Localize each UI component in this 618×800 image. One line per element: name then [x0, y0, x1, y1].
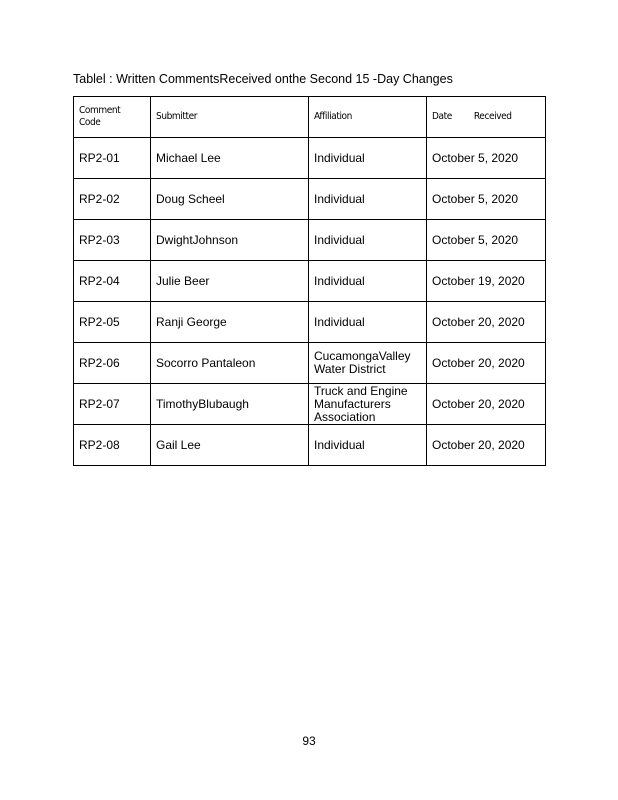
cell-affiliation: [309, 138, 427, 179]
cell-submitter: Michael Lee: [151, 138, 309, 179]
cell-comment-code: RP2-08: [74, 425, 151, 466]
table-row: [74, 138, 546, 179]
affiliation-line: Water District: [314, 362, 386, 376]
affiliation-line: Association: [314, 409, 376, 424]
table-row: [74, 220, 546, 261]
cell-affiliation: [309, 425, 427, 466]
cell-submitter: Julie Beer: [151, 261, 309, 302]
header-comment-code: [74, 97, 151, 138]
affiliation-line: Individual: [314, 232, 365, 247]
cell-date-received: October 20, 2020: [427, 425, 546, 466]
cell-affiliation: [309, 261, 427, 302]
cell-date-received: October 20, 2020: [427, 343, 546, 384]
affiliation-line: Individual: [314, 437, 365, 452]
header-affiliation: Affiliation: [309, 97, 427, 138]
cell-submitter: Doug Scheel: [151, 179, 309, 220]
cell-date-received: October 5, 2020: [427, 179, 546, 220]
cell-affiliation: [309, 302, 427, 343]
cell-comment-code: RP2-01: [74, 138, 151, 179]
cell-affiliation: [309, 220, 427, 261]
cell-comment-code: RP2-02: [74, 179, 151, 220]
cell-submitter: TimothyBlubaugh: [151, 384, 309, 425]
cell-submitter: DwightJohnson: [151, 220, 309, 261]
affiliation-line: CucamongaValley: [314, 349, 411, 363]
cell-affiliation: [309, 179, 427, 220]
table-row: [74, 302, 546, 343]
cell-date-received: October 19, 2020: [427, 261, 546, 302]
affiliation-line: Individual: [314, 273, 365, 288]
affiliation-line: Individual: [314, 314, 365, 329]
cell-date-received: October 5, 2020: [427, 138, 546, 179]
cell-submitter: Ranji George: [151, 302, 309, 343]
cell-date-received: October 20, 2020: [427, 384, 546, 425]
table-row: [74, 261, 546, 302]
affiliation-line: Individual: [314, 191, 365, 206]
table-row: [74, 425, 546, 466]
header-date-label: Date: [432, 111, 452, 122]
cell-comment-code: RP2-06: [74, 343, 151, 384]
cell-affiliation: [309, 343, 427, 384]
cell-comment-code: RP2-07: [74, 384, 151, 425]
header-received-label: Received: [473, 111, 512, 122]
table-row: [74, 343, 546, 384]
cell-affiliation: [309, 384, 427, 425]
affiliation-line: Truck and Engine: [314, 383, 408, 398]
header-code-label: Code: [79, 117, 101, 128]
affiliation-line: Manufacturers: [314, 396, 391, 411]
comments-table: [73, 96, 546, 466]
cell-date-received: October 5, 2020: [427, 220, 546, 261]
header-date-received: [427, 97, 546, 138]
table-row: [74, 179, 546, 220]
cell-date-received: October 20, 2020: [427, 302, 546, 343]
cell-comment-code: RP2-05: [74, 302, 151, 343]
table-body: [74, 138, 546, 466]
cell-comment-code: RP2-03: [74, 220, 151, 261]
cell-submitter: Gail Lee: [151, 425, 309, 466]
cell-comment-code: RP2-04: [74, 261, 151, 302]
page-number: 93: [302, 734, 316, 748]
cell-submitter: Socorro Pantaleon: [151, 343, 309, 384]
table-header-row: [74, 97, 546, 138]
table-caption: Tablel : Written CommentsReceived onthe Second 15 -Day Changes: [73, 72, 453, 86]
affiliation-line: Individual: [314, 150, 365, 165]
table-row: [74, 384, 546, 425]
header-comment-label: Comment: [79, 105, 121, 116]
header-submitter: Submitter: [151, 97, 309, 138]
